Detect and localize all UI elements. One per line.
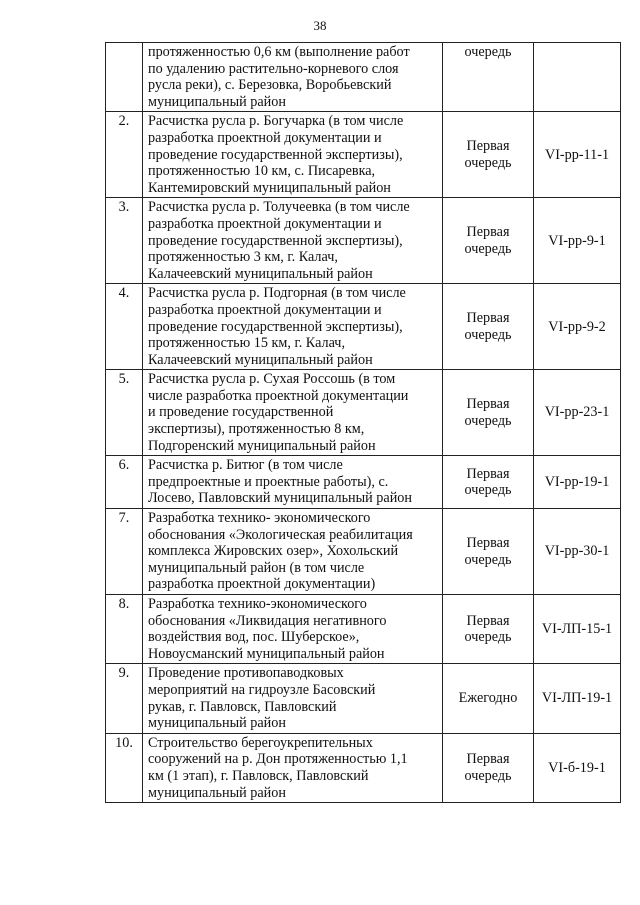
implementation-term <box>443 595 534 664</box>
table-row <box>106 370 621 456</box>
term-line: Первая <box>466 612 510 629</box>
table-row <box>106 112 621 198</box>
measure-description <box>143 509 443 595</box>
measures-table <box>105 42 621 803</box>
term-line: очередь <box>464 551 512 568</box>
description-line: разработка проектной документации) <box>148 576 376 593</box>
row-number: 9. <box>106 664 143 733</box>
description-line: протяженностью 10 км, с. Писаревка, <box>148 163 376 180</box>
table-row <box>106 509 621 595</box>
description-line: обоснования «Ликвидация негативного <box>148 612 387 629</box>
description-line: муниципальный район <box>148 715 286 732</box>
implementation-term <box>443 456 534 509</box>
description-line: Проведение противопаводковых <box>148 665 344 682</box>
table-row <box>106 664 621 733</box>
description-line: муниципальный район (в том числе <box>148 559 365 576</box>
implementation-term <box>443 284 534 370</box>
description-line: предпроектные и проектные работы), с. <box>148 473 389 490</box>
description-line: Подгоренский муниципальный район <box>148 437 376 454</box>
table-row <box>106 198 621 284</box>
description-line: экспертизы), протяженностью 8 км, <box>148 421 365 438</box>
description-line: и проведение государственной <box>148 404 334 421</box>
row-number: 3. <box>106 198 143 284</box>
description-line: Калачеевский муниципальный район <box>148 351 373 368</box>
term-line: Первая <box>466 310 510 327</box>
implementation-term <box>443 664 534 733</box>
table-row <box>106 43 621 112</box>
description-line: Разработка технико-экономического <box>148 596 367 612</box>
measure-description <box>143 733 443 802</box>
table-row <box>106 456 621 509</box>
term-line: Первая <box>466 396 510 413</box>
measure-code: VI-рр-30-1 <box>534 509 621 595</box>
description-line: протяженностью 3 км, г. Калач, <box>148 249 338 266</box>
term-line: Первая <box>466 224 510 241</box>
implementation-term <box>443 43 534 112</box>
term-line: очередь <box>464 767 512 784</box>
row-number: 2. <box>106 112 143 198</box>
description-line: Расчистка русла р. Подгорная (в том числе <box>148 285 406 302</box>
term-line: Первая <box>466 534 510 551</box>
measure-code: VI-рр-23-1 <box>534 370 621 456</box>
description-line: проведение государственной экспертизы), <box>148 232 403 249</box>
description-line: муниципальный район <box>148 93 286 110</box>
description-line: муниципальный район <box>148 784 286 801</box>
row-number: 4. <box>106 284 143 370</box>
measure-code: VI-рр-11-1 <box>534 112 621 198</box>
table-row <box>106 284 621 370</box>
description-line: протяженностью 15 км, г. Калач, <box>148 335 345 352</box>
description-line: разработка проектной документации и <box>148 129 382 146</box>
description-line: Расчистка р. Битюг (в том числе <box>148 457 343 474</box>
description-line: Калачеевский муниципальный район <box>148 265 373 282</box>
measure-code: VI-рр-19-1 <box>534 456 621 509</box>
description-line: Расчистка русла р. Сухая Россошь (в том <box>148 371 396 388</box>
measure-code: VI-ЛП-15-1 <box>534 595 621 664</box>
term-line: очередь <box>464 44 512 60</box>
measure-description <box>143 43 443 112</box>
description-line: Лосево, Павловский муниципальный район <box>148 490 412 507</box>
row-number: 7. <box>106 509 143 595</box>
measure-description <box>143 284 443 370</box>
term-line: Ежегодно <box>458 690 518 707</box>
description-line: Новоусманский муниципальный район <box>148 645 385 662</box>
table-row <box>106 733 621 802</box>
description-line: комплекса Жировских озер», Хохольский <box>148 543 399 560</box>
description-line: Кантемировский муниципальный район <box>148 179 391 196</box>
term-line: Первая <box>466 751 510 768</box>
measure-code: VI-б-19-1 <box>534 733 621 802</box>
measure-description <box>143 456 443 509</box>
description-line: обоснования «Экологическая реабилитация <box>148 526 413 543</box>
term-line: очередь <box>464 629 512 646</box>
description-line: сооружений на р. Дон протяженностью 1,1 <box>148 751 408 768</box>
row-number <box>106 43 143 112</box>
description-line: протяженностью 0,6 км (выполнение работ <box>148 44 410 60</box>
description-line: Разработка технико- экономического <box>148 510 371 527</box>
term-line: очередь <box>464 154 512 171</box>
description-line: Строительство берегоукрепительных <box>148 734 373 751</box>
row-number: 8. <box>106 595 143 664</box>
description-line: русла реки), с. Березовка, Воробьевский <box>148 77 392 94</box>
term-line: очередь <box>464 482 512 499</box>
page-number: 38 <box>313 18 327 33</box>
term-line: очередь <box>464 326 512 343</box>
implementation-term <box>443 370 534 456</box>
description-line: рукав, г. Павловск, Павловский <box>148 698 337 715</box>
description-line: разработка проектной документации и <box>148 301 382 318</box>
measure-code: VI-рр-9-1 <box>534 198 621 284</box>
description-line: проведение государственной экспертизы), <box>148 146 403 163</box>
term-line: очередь <box>464 412 512 429</box>
description-line: Расчистка русла р. Богучарка (в том числе <box>148 113 404 130</box>
description-line: Расчистка русла р. Толучеевка (в том числе <box>148 199 410 216</box>
description-line: проведение государственной экспертизы), <box>148 318 403 335</box>
implementation-term <box>443 509 534 595</box>
measure-description <box>143 595 443 664</box>
description-line: по удалению растительно-корневого слоя <box>148 60 399 77</box>
implementation-term <box>443 733 534 802</box>
description-line: мероприятий на гидроузле Басовский <box>148 681 376 698</box>
row-number: 6. <box>106 456 143 509</box>
implementation-term <box>443 198 534 284</box>
measure-description <box>143 370 443 456</box>
measure-code <box>534 43 621 112</box>
description-line: км (1 этап), г. Павловск, Павловский <box>148 767 369 784</box>
description-line: числе разработка проектной документации <box>148 387 409 404</box>
measure-description <box>143 664 443 733</box>
implementation-term <box>443 112 534 198</box>
term-line: Первая <box>466 138 510 155</box>
term-line: очередь <box>464 240 512 257</box>
measure-code: VI-ЛП-19-1 <box>534 664 621 733</box>
row-number: 10. <box>106 733 143 802</box>
description-line: воздействия вод, пос. Шуберское», <box>148 629 360 646</box>
measure-description <box>143 112 443 198</box>
table-row <box>106 595 621 664</box>
measure-code: VI-рр-9-2 <box>534 284 621 370</box>
measure-description <box>143 198 443 284</box>
term-line: Первая <box>466 465 510 482</box>
description-line: разработка проектной документации и <box>148 215 382 232</box>
row-number: 5. <box>106 370 143 456</box>
